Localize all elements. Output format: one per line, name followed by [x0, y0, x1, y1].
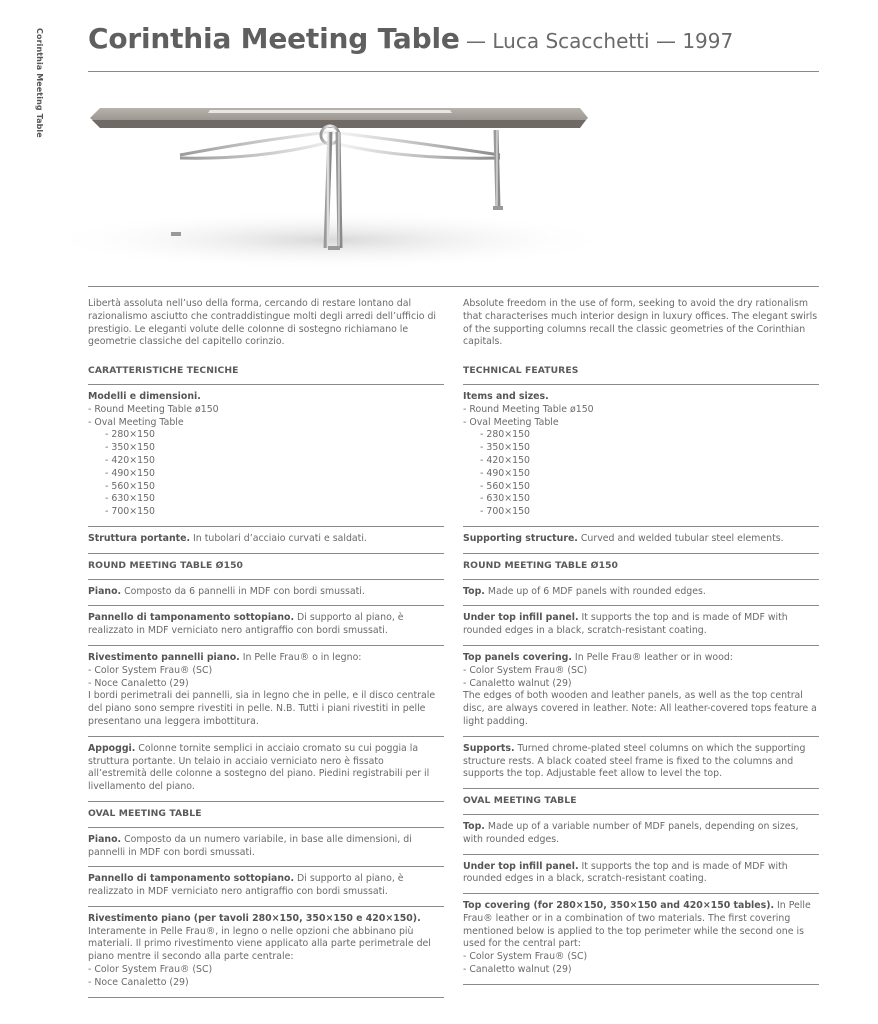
section-heading: ROUND MEETING TABLE Ø150	[463, 554, 819, 580]
floor-shadow	[40, 210, 620, 270]
spec-text: Made up of 6 MDF panels with rounded edges.	[484, 585, 706, 597]
model-item: - Oval Meeting Table	[463, 416, 559, 428]
intro-text: Absolute freedom in the use of form, seeking to avoid the dry rationalism that characterises much interior design in luxury offices. The elegant swirls of the supporting columns recall the classic geometries of the Corinthian capitals.	[463, 298, 818, 348]
size-item: - 560×150	[480, 480, 531, 492]
model-item: - Round Meeting Table ø150	[463, 403, 594, 415]
round-supports-block	[463, 737, 819, 789]
spec-label: Appoggi.	[88, 742, 136, 754]
round-supports-block	[88, 737, 444, 802]
spec-text: Composto da un numero variabile, in base alle dimensioni, di pannelli in MDF con bordi smussati.	[88, 833, 412, 858]
models-label: Items and sizes.	[463, 390, 549, 402]
size-item: - 350×150	[480, 442, 531, 454]
spec-label: Top panels covering.	[463, 651, 572, 663]
spec-text: Di supporto al piano, è realizzato in MDF verniciato nero antigraffio con bordi smussati.	[88, 612, 404, 637]
section-heading: OVAL MEETING TABLE	[463, 789, 819, 815]
size-item: - 280×150	[105, 429, 156, 441]
spec-label: Under top infill panel.	[463, 860, 579, 872]
spec-text: It supports the top and is made of MDF with rounded edges in a black, scratch-resistant coating.	[463, 612, 788, 637]
cover-option: - Canaletto walnut (29)	[463, 677, 572, 689]
oval-cover-block	[88, 907, 444, 998]
side-label: Corinthia Meeting Table	[35, 28, 44, 138]
spec-text: Colonne tornite semplici in acciaio cromato su cui poggia la struttura portante. Un telaio in acciaio verniciato nero è fissato all’estremità delle colonne a sostegno del piano. Piedini registrabili per il livellamento del piano.	[88, 742, 430, 793]
structure-label: Struttura portante.	[88, 532, 191, 544]
size-item: - 560×150	[105, 480, 156, 492]
title-main: Corinthia Meeting Table	[88, 22, 460, 55]
size-item: - 700×150	[105, 506, 156, 518]
cover-option: - Color System Frau® (SC)	[463, 951, 588, 963]
table-center-inlay	[208, 110, 452, 113]
photo-rule	[88, 286, 819, 287]
section-heading: TECHNICAL FEATURES	[463, 359, 819, 385]
page-title	[88, 22, 733, 55]
cover-option: - Color System Frau® (SC)	[463, 664, 588, 676]
section-heading: ROUND MEETING TABLE Ø150	[88, 554, 444, 580]
models-block	[463, 385, 819, 527]
structure-block	[88, 527, 444, 554]
spec-text: Di supporto al piano, è realizzato in MDF verniciato nero antigraffio con bordi smussati.	[88, 873, 404, 898]
cover-option: - Color System Frau® (SC)	[88, 964, 213, 976]
round-infill-block	[463, 606, 819, 646]
structure-block	[463, 527, 819, 554]
round-cover-block	[88, 646, 444, 737]
table-photo	[40, 80, 640, 280]
models-label: Modelli e dimensioni.	[88, 390, 201, 402]
size-item: - 490×150	[105, 467, 156, 479]
section-heading: CARATTERISTICHE TECNICHE	[88, 359, 444, 385]
oval-top-block	[463, 815, 819, 855]
size-item: - 280×150	[480, 429, 531, 441]
structure-label: Supporting structure.	[463, 532, 578, 544]
spec-text: In Pelle Frau® leather or in a combination of two materials. The first covering mentioned below is applied to the top perimeter while the second one is used for the central part:	[463, 900, 811, 950]
english-column	[463, 298, 819, 985]
size-item: - 420×150	[480, 454, 531, 466]
spec-text: Made up of a variable number of MDF panels, depending on sizes, with rounded edges.	[463, 820, 799, 845]
spec-label: Under top infill panel.	[463, 612, 579, 624]
spec-label: Supports.	[463, 742, 515, 754]
spec-label: Piano.	[88, 585, 122, 597]
spec-label: Top covering (for 280×150, 350×150 and 420×150 tables).	[463, 900, 775, 912]
cover-option: - Noce Canaletto (29)	[88, 677, 189, 689]
cover-option: - Noce Canaletto (29)	[88, 976, 189, 988]
round-cover-block	[463, 646, 819, 737]
intro-text: Libertà assoluta nell’uso della forma, cercando di restare lontano dal razionalismo asciutto che contraddistingue molti degli arredi dell’ufficio di prestigio. Le eleganti volute delle colonne di sostegno richiamano le geometrie classiche del capitello corinzio.	[88, 298, 437, 348]
round-infill-block	[88, 606, 444, 646]
title-subtitle: — Luca Scacchetti — 1997	[459, 29, 734, 53]
size-item: - 350×150	[105, 442, 156, 454]
round-top-block	[88, 580, 444, 607]
spec-label: Rivestimento pannelli piano.	[88, 651, 240, 663]
size-item: - 630×150	[480, 493, 531, 505]
cover-note: I bordi perimetrali dei pannelli, sia in legno che in pelle, e il disco centrale del piano sono sempre rivestiti in pelle. N.B. Tutti i piani rivestiti in pelle presentano una leggera imbottitura.	[88, 690, 439, 727]
spec-text: In Pelle Frau® o in legno:	[239, 651, 362, 663]
structure-text: In tubolari d’acciaio curvati e saldati.	[190, 532, 367, 544]
spec-label: Pannello di tamponamento sottopiano.	[88, 612, 295, 624]
spec-text: Composto da 6 pannelli in MDF con bordi smussati.	[121, 585, 365, 597]
size-item: - 420×150	[105, 454, 156, 466]
oval-top-block	[88, 828, 444, 868]
models-block	[88, 385, 444, 527]
spec-text: It supports the top and is made of MDF with rounded edges in a black, scratch-resistant coating.	[463, 860, 788, 885]
oval-infill-block	[88, 867, 444, 907]
cover-option: - Color System Frau® (SC)	[88, 664, 213, 676]
section-heading: OVAL MEETING TABLE	[88, 802, 444, 828]
cover-note: The edges of both wooden and leather panels, as well as the top central disc, are always covered in leather. Note: All leather-covered tops feature a light padding.	[463, 690, 820, 727]
spec-text: In Pelle Frau® leather or in wood:	[571, 651, 733, 663]
spec-text: Turned chrome-plated steel columns on which the supporting structure rests. A black coated steel frame is fixed to the columns and supports the top. Adjustable feet allow to level the top.	[463, 742, 806, 780]
size-item: - 700×150	[480, 506, 531, 518]
model-item: - Round Meeting Table ø150	[88, 403, 219, 415]
model-item: - Oval Meeting Table	[88, 416, 184, 428]
spec-label: Top.	[463, 820, 485, 832]
spec-label: Top.	[463, 585, 485, 597]
title-rule	[88, 71, 819, 72]
round-top-block	[463, 580, 819, 607]
oval-infill-block	[463, 855, 819, 895]
size-item: - 630×150	[105, 493, 156, 505]
oval-cover-block	[463, 894, 819, 985]
spec-label: Piano.	[88, 833, 122, 845]
size-item: - 490×150	[480, 467, 531, 479]
spec-label: Pannello di tamponamento sottopiano.	[88, 873, 295, 885]
cover-option: - Canaletto walnut (29)	[463, 964, 572, 976]
structure-text: Curved and welded tubular steel elements.	[577, 532, 784, 544]
spec-text: Interamente in Pelle Frau®, in legno o nelle opzioni che abbinano più materiali. Il primo rivestimento viene applicato alla parte perimetrale del piano mentre il secondo alla parte centrale:	[88, 925, 431, 963]
italian-column	[88, 298, 444, 998]
spec-label: Rivestimento piano (per tavoli 280×150, 350×150 e 420×150).	[88, 912, 421, 924]
